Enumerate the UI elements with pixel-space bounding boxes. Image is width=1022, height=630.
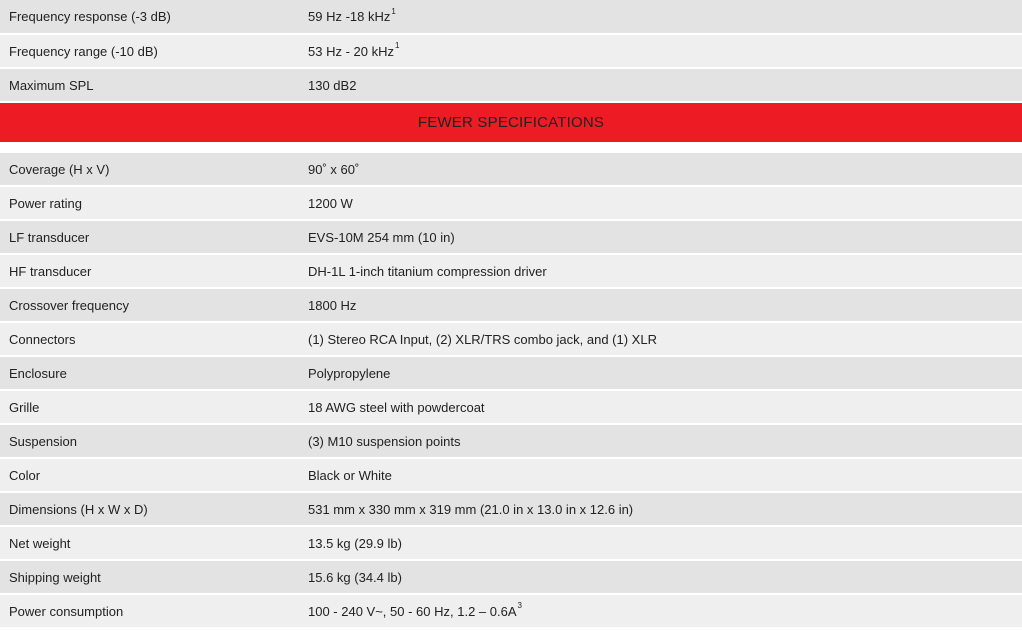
spec-label: Grille [9, 399, 40, 415]
spec-row [0, 323, 1022, 355]
footnote-marker: 1 [391, 6, 396, 16]
spec-value: Black or White [308, 467, 392, 483]
spec-label: Frequency response (-3 dB) [9, 9, 171, 24]
spec-value: (1) Stereo RCA Input, (2) XLR/TRS combo jack, and (1) XLR [308, 331, 657, 347]
spec-value: EVS-10M 254 mm (10 in) [308, 229, 455, 245]
spec-row [0, 425, 1022, 457]
spec-label: Power consumption [9, 603, 124, 619]
spec-label: Color [9, 467, 41, 483]
spec-label: Crossover frequency [9, 297, 129, 313]
footnote-marker: 3 [517, 601, 522, 611]
spec-row [0, 459, 1022, 491]
spec-row [0, 0, 1022, 33]
fewer-specifications-button[interactable]: FEWER SPECIFICATIONS [0, 103, 1022, 142]
spec-label: Frequency range (-10 dB) [9, 43, 158, 59]
spec-label: Net weight [9, 535, 71, 551]
spec-value: 90˚ x 60˚ [308, 161, 360, 177]
spec-label: Coverage (H x V) [9, 161, 110, 177]
spec-row [0, 69, 1022, 101]
spec-label: Suspension [9, 433, 77, 449]
spec-value: 531 mm x 330 mm x 319 mm (21.0 in x 13.0 in x 12.6 in) [308, 501, 634, 517]
primary-specs [0, 0, 1022, 101]
spec-row [0, 595, 1022, 627]
spec-value: 100 - 240 V~, 50 - 60 Hz, $1.2 - 0.6A^3$ [308, 601, 522, 619]
footnote-marker: 1 [394, 41, 400, 51]
spec-value: 1800 Hz [308, 297, 357, 313]
spec-value: 59 Hz -18 kHz$^1$ [308, 6, 396, 24]
spec-row [0, 255, 1022, 287]
spec-row [0, 357, 1022, 389]
spec-row [0, 527, 1022, 559]
spec-value: DH-1L 1-inch titanium compression driver [308, 263, 547, 279]
spec-value: 53 Hz - 20 kHz$^1$ [308, 41, 400, 59]
spec-row [0, 391, 1022, 423]
spec-value: 1200 W [308, 195, 353, 211]
spec-row [0, 561, 1022, 593]
spec-value: 18 AWG steel with powdercoat [308, 399, 485, 415]
spec-label: Dimensions (H x W x D) [9, 501, 148, 517]
spec-value: 13.5 kg (29.9 lb) [308, 535, 402, 551]
spec-row [0, 187, 1022, 219]
spec-label: Shipping weight [9, 569, 101, 585]
spec-label: Enclosure [9, 365, 67, 381]
spec-row [0, 493, 1022, 525]
spec-row [0, 35, 1022, 67]
spec-value: 130 dB2 [308, 77, 357, 93]
spec-value: Polypropylene [308, 365, 391, 381]
spec-row [0, 289, 1022, 321]
extended-specs [0, 153, 1022, 627]
spec-value: 15.6 kg (34.4 lb) [308, 569, 402, 585]
spec-row [0, 221, 1022, 253]
toggle-container [0, 103, 1022, 153]
spec-label: HF transducer [9, 263, 92, 279]
spec-label: LF transducer [9, 229, 90, 245]
spec-value: (3) M10 suspension points [308, 433, 461, 449]
spec-row [0, 153, 1022, 185]
spec-label: Connectors [9, 331, 76, 347]
spec-label: Power rating [9, 195, 82, 211]
spec-label: Maximum SPL [9, 77, 94, 93]
